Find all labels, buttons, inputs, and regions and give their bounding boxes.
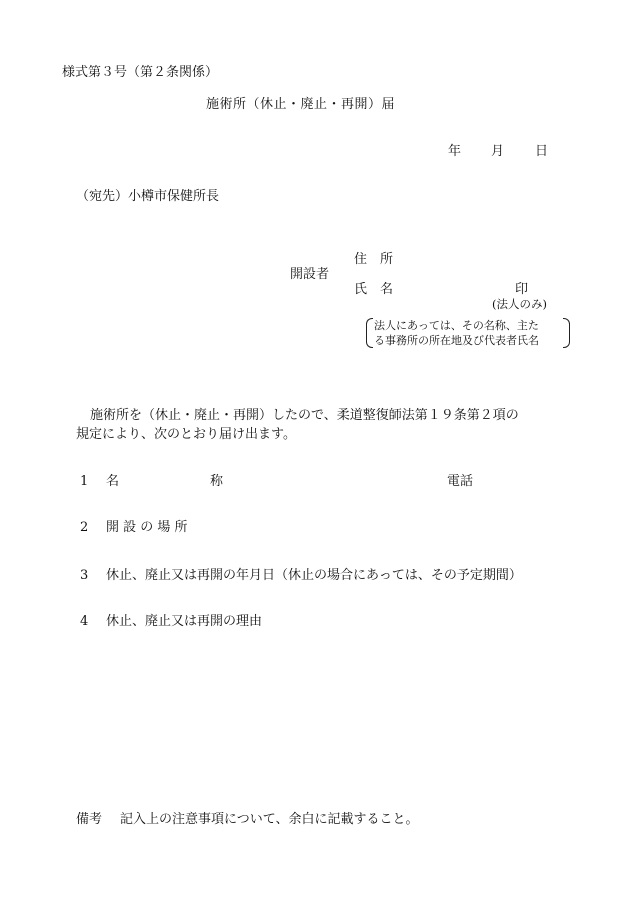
date-month-label: 月 — [491, 144, 505, 159]
item-label: 開 設 の 場 所 — [106, 520, 188, 535]
seal-mark: 印 — [515, 282, 529, 297]
item-number: 4 — [80, 614, 89, 629]
item-number: 1 — [80, 474, 89, 489]
page-title: 施術所（休止・廃止・再開）届 — [206, 97, 396, 112]
item-number: 3 — [80, 568, 89, 583]
address-label: 住 所 — [354, 252, 394, 267]
right-bracket — [563, 318, 570, 348]
corporate-note-line1: 法人にあっては、その名称、主た — [374, 319, 539, 332]
addressee: （宛先）小樽市保健所長 — [76, 189, 220, 204]
seal-note: (法人のみ) — [492, 297, 547, 311]
remarks-text: 記入上の注意事項について、余白に記載すること。 — [120, 812, 419, 827]
form-number: 様式第３号（第２条関係） — [62, 65, 219, 80]
phone-label: 電話 — [447, 474, 474, 489]
item-label: 名 称 — [106, 474, 224, 489]
corporate-note — [366, 318, 570, 348]
item-number: 2 — [80, 520, 89, 535]
body-line-2: 規定により、次のとおり届け出ます。 — [76, 427, 296, 442]
item-label: 休止、廃止又は再開の年月日（休止の場合にあっては、その予定期間） — [106, 568, 522, 583]
body-line-1: 施術所を（休止・廃止・再開）したので、柔道整復師法第１９条第２項の — [90, 408, 519, 423]
applicant-label: 開設者 — [290, 267, 330, 282]
corporate-note-text — [374, 318, 539, 348]
name-label: 氏 名 — [354, 282, 394, 297]
item-label: 休止、廃止又は再開の理由 — [106, 614, 263, 629]
left-bracket — [366, 318, 373, 348]
date-day-label: 日 — [535, 144, 549, 159]
remarks-label: 備考 — [76, 812, 103, 827]
date-year-label: 年 — [448, 144, 462, 159]
corporate-note-line2: る事務所の所在地及び代表者氏名 — [374, 334, 539, 347]
